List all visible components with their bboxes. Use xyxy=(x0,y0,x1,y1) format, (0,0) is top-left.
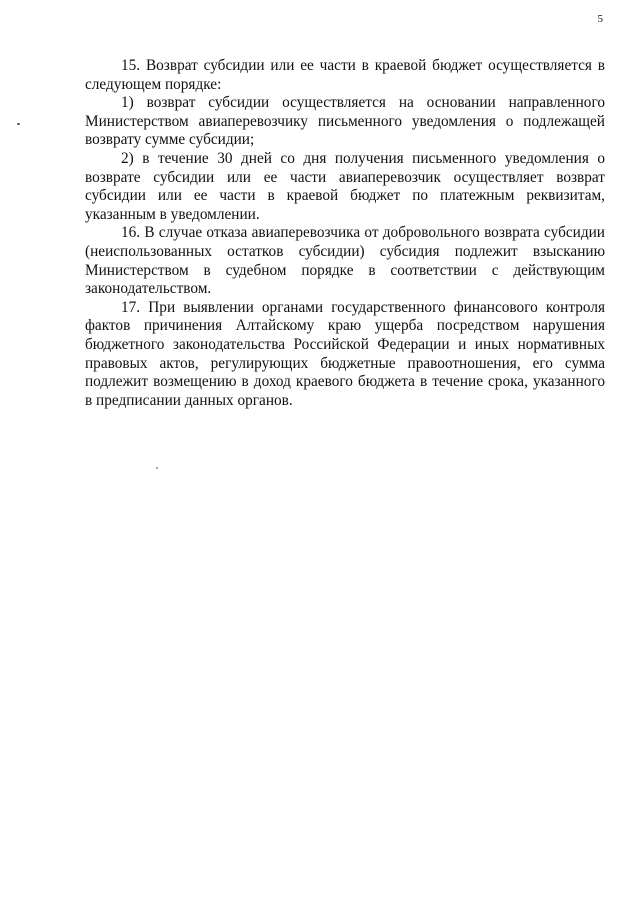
paragraph-15-item-2: 2) в течение 30 дней со дня получения письменного уведомления о возврате субсидии или ее части авиаперевозчик осуществляет возврат субсидии или ее части в краевой бюджет по платежным реквизитам, указанным в уведомлении. xyxy=(85,149,605,223)
paragraph-17: 17. При выявлении органами государственного финансового контроля фактов причинения Алтайскому краю ущерба посредством нарушения бюджетного законодательства Российской Федерации и иных нормативных правовых актов, регулирующих бюджетные правоотношения, его сумма подлежит возмещению в доход краевого бюджета в течение срока, указанного в предписании данных органов. xyxy=(85,298,605,409)
paragraph-15-item-1: 1) возврат субсидии осуществляется на основании направленного Министерством авиаперевозчику письменного уведомления о подлежащей возврату сумме субсидии; xyxy=(85,94,605,149)
document-body xyxy=(85,57,605,410)
scan-speck xyxy=(156,467,158,469)
paragraph-16: 16. В случае отказа авиаперевозчика от добровольного возврата субсидии (неиспользованных остатков субсидии) субсидия подлежит взысканию Министерством в судебном порядке в соответствии с действующим законодательством. xyxy=(85,224,605,298)
page-number: 5 xyxy=(597,13,603,25)
scan-speck xyxy=(17,123,20,125)
paragraph-15: 15. Возврат субсидии или ее части в краевой бюджет осуществляется в следующем порядке: xyxy=(85,57,605,93)
